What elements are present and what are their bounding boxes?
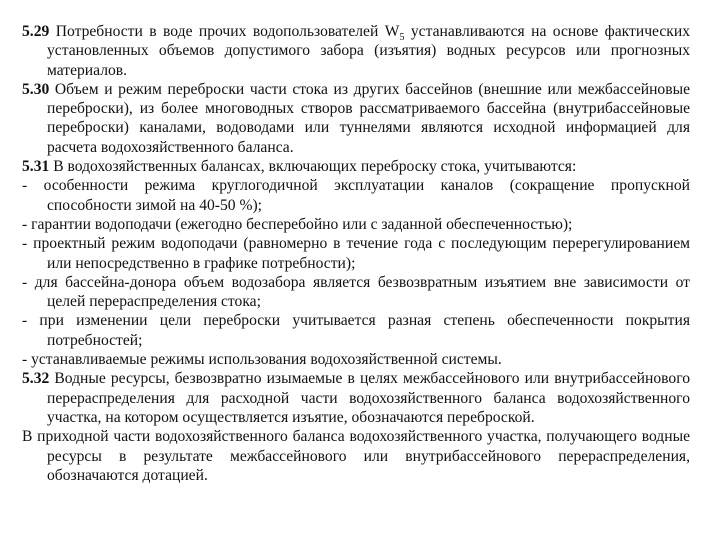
paragraph-number: 5.30 <box>22 80 50 98</box>
list-item <box>22 273 690 312</box>
paragraph-5-29 <box>22 22 690 80</box>
list-item-text: - устанавливаемые режимы использования водохозяйственной системы. <box>22 351 502 369</box>
list-item-text: - при изменении цели переброски учитывается разная степень обеспеченности покрытия потребностей; <box>22 312 690 349</box>
list-item <box>22 234 690 273</box>
document-page <box>22 22 690 485</box>
paragraph-number: 5.32 <box>22 370 50 388</box>
list-item-text: - гарантии водоподачи (ежегодно бесперебойно или с заданной обеспеченностью); <box>22 215 573 233</box>
paragraph-text: Водные ресурсы, безвозвратно изымаемые в целях межбассейнового или внутрибассейнового перераспределения для расходной части водохозяйственного баланса водохозяйственного участка, на котором осуществляется изъятие, обозначаются переброской. <box>47 370 690 426</box>
paragraph-5-32 <box>22 369 690 427</box>
paragraph-5-31 <box>22 157 690 176</box>
list-item <box>22 215 690 234</box>
paragraph-text: Потребности в воде прочих водопользователей W <box>49 23 400 40</box>
subscript: 5 <box>399 32 405 44</box>
paragraph-number: 5.29 <box>22 23 50 40</box>
paragraph-number: 5.31 <box>22 158 50 176</box>
paragraph-text: В водохозяйственных балансах, включающих переброску стока, учитываются: <box>49 158 577 176</box>
paragraph-text: устанавливаются на основе фактических установленных объемов допустимого забора (изъятия) водных ресурсов или прогнозных материалов. <box>47 23 691 79</box>
list-item <box>22 311 690 350</box>
list-item-text: - проектный режим водоподачи (равномерно в течение года с последующим перерегулированием или непосредственно в графике потребности); <box>22 235 690 272</box>
paragraph-5-30 <box>22 80 690 157</box>
paragraph-text: Объем и режим переброски части стока из других бассейнов (внешние или межбассейновые переброски), из более многоводных створов рассматриваемого бассейна (внутрибассейновые переброски) каналами, водоводами или туннелями являются исходной информацией для расчета водохозяйственного баланса. <box>47 80 690 156</box>
list-item <box>22 350 690 369</box>
list-item-text: - особенности режима круглогодичной эксплуатации каналов (сокращение пропускной способности зимой на 40-50 %); <box>22 177 690 214</box>
paragraph-text: В приходной части водохозяйственного баланса водохозяйственного участка, получающего водные ресурсы в результате межбассейнового или внутрибассейнового перераспределения, обозначаются дотацией. <box>22 428 690 484</box>
paragraph-income <box>22 427 690 485</box>
list-item <box>22 176 690 215</box>
list-item-text: - для бассейна-донора объем водозабора является безвозвратным изъятием вне зависимости от целей перераспределения стока; <box>22 273 690 311</box>
